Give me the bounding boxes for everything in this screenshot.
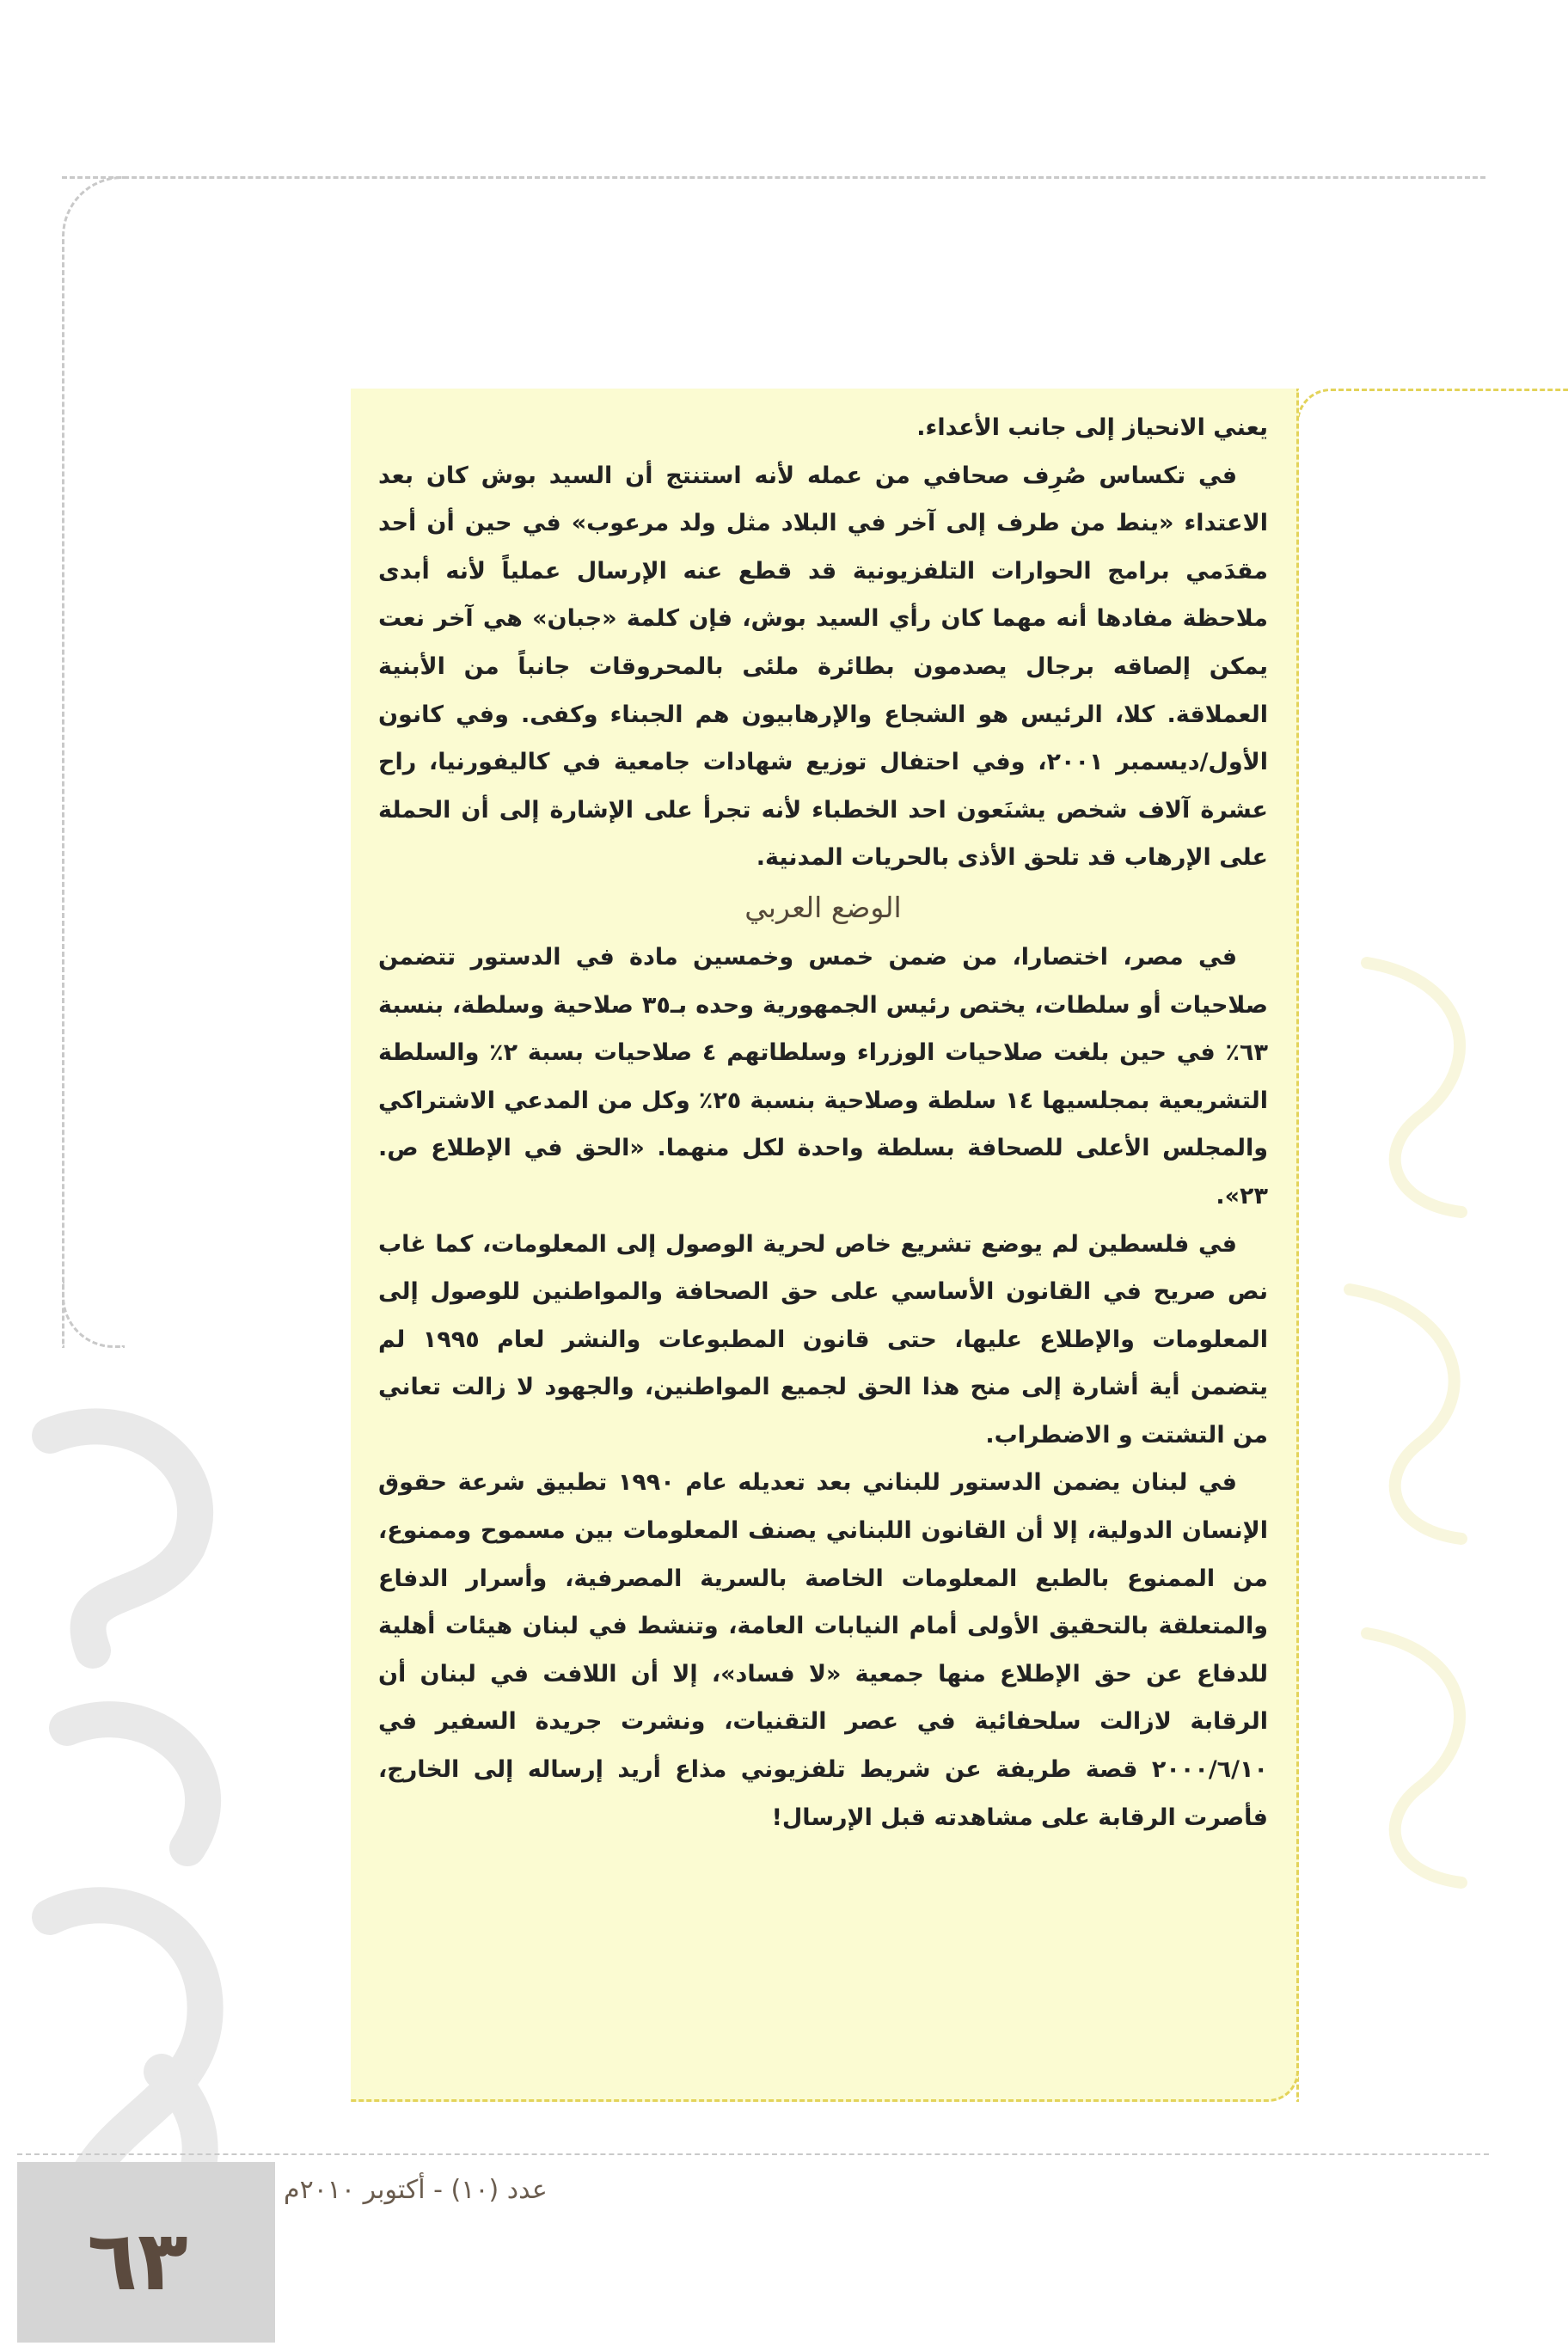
- calligraphy-watermark-icon: [15, 1367, 273, 2295]
- page-frame-top-border: [62, 176, 1485, 179]
- side-calligraphy-icon: [1315, 928, 1539, 2046]
- page-number: ٦٣: [87, 2213, 188, 2309]
- issue-label: عدد (١٠) - أكتوبر ٢٠١٠م: [284, 2175, 548, 2205]
- page-frame-left-border: [62, 176, 125, 1348]
- section-heading: الوضع العربي: [744, 890, 902, 924]
- article-paragraph: يعني الانحياز إلى جانب الأعداء.: [916, 414, 1268, 441]
- article-paragraph: في مصر، اختصارا، من ضمن خمس وخمسين مادة في الدستور تتضمن صلاحيات أو سلطات، يختص رئيس الجمهورية وحده بـ٣٥ صلاحية وسلطة، بنسبة ٦٣٪ في حين بلغت صلاحيات الوزراء وسلطاتهم ٤ صلاحيات بسبة ٢٪ والسلطة التشريعية بمجلسيها ١٤ سلطة وصلاحية بنسبة ٢٥٪ وكل من المدعي الاشتراكي والمجلس الأعلى للصحافة بسلطة واحدة لكل منهما. «الحق في الإطلاع ص. ٢٣».: [378, 943, 1269, 1210]
- footer-divider: [17, 2153, 1489, 2155]
- article-paragraph: في تكساس صُرِف صحافي من عمله لأنه استنتج أن السيد بوش كان بعد الاعتداء «ينط من طرف إلى آخر في البلاد مثل ولد مرعوب» في حين أن أحد مقدَمي برامج الحوارات التلفزيونية قد قطع عنه الإرسال عملياً لأنه أبدى ملاحظة مفادها أنه مهما كان رأي السيد بوش، فإن كلمة «جبان» هي آخر نعت يمكن إلصاقه برجال يصدمون بطائرة ملئى بالمحروقات جانباً من الأبنية العملاقة. كلا، الرئيس هو الشجاع والإرهابيون هم الجبناء وكفى. وفي كانون الأول/ديسمبر ٢٠٠١، وفي احتفال توزيع شهادات جامعية في كاليفورنيا، راح عشرة آلاف شخص يشنَعون احد الخطباء لأنه تجرأ على الإشارة إلى أن الحملة على الإرهاب قد تلحق الأذى بالحريات المدنية.: [378, 462, 1269, 872]
- article-body: [378, 404, 1268, 1841]
- article-paragraph: في فلسطين لم يوضع تشريع خاص لحرية الوصول إلى المعلومات، كما غاب نص صريح في القانون الأساسي على حق الصحافة والمواطنين للوصول إلى المعلومات والإطلاع عليها، حتى قانون المطبوعات والنشر لعام ١٩٩٥ لم يتضمن أية أشارة إلى منح هذا الحق لجميع المواطنين، والجهود لا زالت تعاني من التشتت و الاضطراب.: [378, 1230, 1268, 1449]
- article-paragraph: في لبنان يضمن الدستور للبناني بعد تعديله عام ١٩٩٠ تطبيق شرعة حقوق الإنسان الدولية، إلا أن القانون اللبناني يصنف المعلومات بين مسموح وممنوع، من الممنوع بالطبع المعلومات الخاصة بالسرية المصرفية، وأسرار الدفاع والمتعلقة بالتحقيق الأولى أمام النيابات العامة، وتنشط في لبنان هيئات أهلية للدفاع عن حق الإطلاع منها جمعية «لا فساد»، إلا أن اللافت في لبنان أن الرقابة لازالت سلحفائية في عصر التقنيات، ونشرت جريدة السفير في ٢٠٠٠/٦/١٠ قصة طريفة عن شريط تلفزيوني مذاع أريد إرساله إلى الخارج، فأصرت الرقابة على مشاهدته قبل الإرسال!: [378, 1469, 1268, 1831]
